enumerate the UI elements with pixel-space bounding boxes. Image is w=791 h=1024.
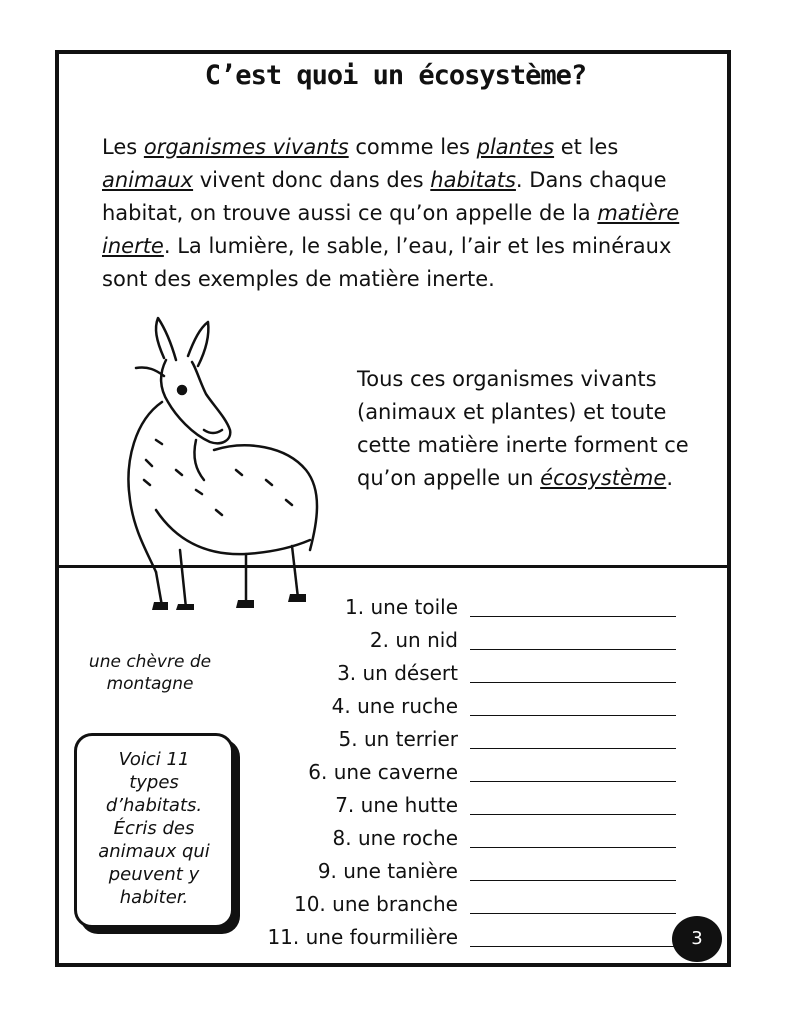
habitat-row bbox=[250, 819, 700, 852]
answer-line[interactable] bbox=[470, 693, 676, 716]
intro-text-2: comme les bbox=[348, 135, 477, 159]
answer-line[interactable] bbox=[470, 891, 676, 914]
habitat-label: 1. une toile bbox=[345, 595, 458, 619]
habitat-row bbox=[250, 720, 700, 753]
habitat-label: 5. un terrier bbox=[338, 727, 458, 751]
habitat-row bbox=[250, 621, 700, 654]
habitat-row bbox=[250, 687, 700, 720]
habitat-row bbox=[250, 654, 700, 687]
answer-line[interactable] bbox=[470, 627, 676, 650]
habitat-label: 3. un désert bbox=[337, 661, 458, 685]
intro-text-4: vivent donc dans des bbox=[193, 168, 431, 192]
habitat-row bbox=[250, 885, 700, 918]
intro-text-1: Les bbox=[102, 135, 144, 159]
intro-text-6: . La lumière, le sable, l’eau, l’air et les minéraux sont des exemples de matière inerte. bbox=[102, 234, 672, 291]
habitat-list bbox=[250, 588, 700, 951]
habitat-row bbox=[250, 753, 700, 786]
answer-line[interactable] bbox=[470, 924, 676, 947]
answer-line[interactable] bbox=[470, 759, 676, 782]
page-number-badge: 3 bbox=[672, 916, 722, 962]
habitat-row bbox=[250, 852, 700, 885]
answer-line[interactable] bbox=[470, 825, 676, 848]
answer-line[interactable] bbox=[470, 594, 676, 617]
answer-line[interactable] bbox=[470, 726, 676, 749]
instruction-callout bbox=[74, 733, 234, 928]
section-divider bbox=[59, 565, 727, 568]
habitat-label: 9. une tanière bbox=[317, 859, 458, 883]
instruction-text: Voici 11 types d’habitats. Écris des animaux qui peuvent y habiter. bbox=[98, 749, 210, 908]
answer-line[interactable] bbox=[470, 792, 676, 815]
page-title: C’est quoi un écosystème? bbox=[204, 60, 587, 91]
habitat-row bbox=[250, 918, 700, 951]
habitat-label: 8. une roche bbox=[332, 826, 458, 850]
habitat-row bbox=[250, 786, 700, 819]
term-ecosysteme: écosystème bbox=[540, 466, 667, 490]
intro-text-5: . Dans chaque habitat, on trouve aussi ce qu’on appelle de la bbox=[102, 168, 667, 225]
goat-caption: une chèvre de montagne bbox=[88, 652, 212, 694]
term-animaux: animaux bbox=[102, 168, 194, 192]
term-plantes: plantes bbox=[476, 135, 555, 159]
term-organismes-vivants: organismes vivants bbox=[143, 135, 349, 159]
habitat-label: 11. une fourmilière bbox=[267, 925, 458, 949]
ecosystem-text: Tous ces organismes vivants (animaux et plantes) et toute cette matière inerte forment ce qu’on appelle un bbox=[357, 367, 689, 490]
term-habitats: habitats bbox=[430, 168, 516, 192]
habitat-label: 2. un nid bbox=[369, 628, 458, 652]
ecosystem-text-end: . bbox=[666, 466, 673, 490]
habitat-label: 6. une caverne bbox=[308, 760, 458, 784]
ecosystem-paragraph bbox=[357, 363, 697, 495]
habitat-label: 7. une hutte bbox=[335, 793, 458, 817]
answer-line[interactable] bbox=[470, 858, 676, 881]
intro-text-3: et les bbox=[554, 135, 619, 159]
term-matiere-inerte: matière inerte bbox=[102, 201, 680, 258]
habitat-label: 4. une ruche bbox=[331, 694, 458, 718]
intro-paragraph bbox=[102, 131, 702, 296]
habitat-row bbox=[250, 588, 700, 621]
habitat-label: 10. une branche bbox=[293, 892, 458, 916]
answer-line[interactable] bbox=[470, 660, 676, 683]
